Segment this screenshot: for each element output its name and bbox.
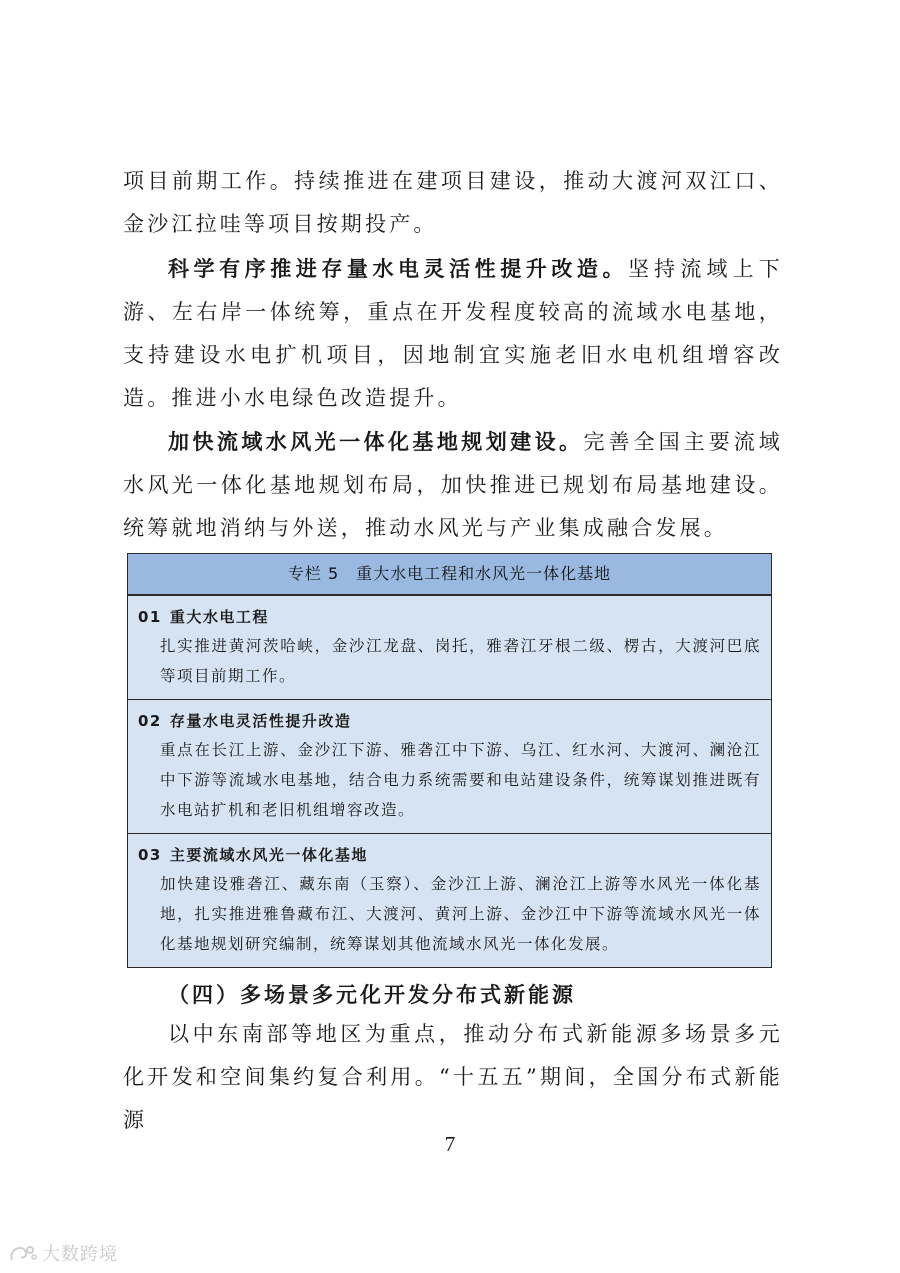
box-item-body: 加快建设雅砻江、藏东南（玉察）、金沙江上游、澜沧江上游等水风光一体化基地，扎实推进雅鲁藏布江、大渡河、黄河上游、金沙江中下游等流域水风光一体化基地规划研究编制，统筹谋划其他流域水风光一体化发展。: [160, 875, 761, 953]
paragraph-hydro-flexibility: [123, 248, 783, 420]
paragraph-distributed-energy: 以中东南部等地区为重点，推动分布式新能源多场景多元化开发和空间集约复合利用。“十五五”期间，全国分布式新能源: [123, 1022, 783, 1132]
paragraph-lead-hydro-flexibility: 科学有序推进存量水电灵活性提升改造。: [168, 257, 629, 281]
box-item-major-hydro: [128, 595, 771, 699]
box-item-flexibility: [128, 699, 771, 833]
box-item-body: 扎实推进黄河茨哈峡，金沙江龙盘、岗托，雅砻江牙根二级、楞古，大渡河巴底等项目前期工作。: [160, 637, 761, 685]
box-item-title: 重大水电工程: [169, 608, 269, 626]
box-item-heading: [138, 603, 761, 631]
paragraph-lead-integrated-base: 加快流域水风光一体化基地规划建设。: [168, 430, 584, 454]
box-item-body: 重点在长江上游、金沙江下游、雅砻江中下游、乌江、红水河、大渡河、澜沧江中下游等流域水电基地，结合电力系统需要和电站建设条件，统筹谋划推进既有水电站扩机和老旧机组增容改造。: [160, 741, 761, 819]
brand-logo-icon: [8, 1242, 38, 1264]
paragraph-integrated-base: [123, 421, 783, 550]
special-column-title: 专栏 5 重大水电工程和水风光一体化基地: [128, 554, 771, 595]
box-item-number: 01: [138, 608, 162, 626]
box-item-number: 03: [138, 846, 162, 864]
special-column-box: [127, 553, 772, 968]
watermark: [8, 1240, 118, 1266]
box-item-heading: [138, 707, 761, 735]
box-item-title: 主要流域水风光一体化基地: [169, 846, 368, 864]
box-item-title: 存量水电灵活性提升改造: [169, 712, 352, 730]
section-heading-distributed: （四）多场景多元化开发分布式新能源: [168, 983, 576, 1007]
box-item-integrated-bases: [128, 833, 771, 967]
page-number: 7: [444, 1132, 456, 1156]
box-item-number: 02: [138, 712, 162, 730]
paragraph-body-integrated-base: 完善全国主要流域水风光一体化基地规划布局，加快推进已规划布局基地建设。统筹就地消纳与外送，推动水风光与产业集成融合发展。: [123, 430, 783, 540]
paragraph-project-work: 项目前期工作。持续推进在建项目建设，推动大渡河双江口、金沙江拉哇等项目按期投产。: [123, 169, 783, 236]
box-item-heading: [138, 841, 761, 869]
watermark-text: 大数跨境: [42, 1244, 118, 1265]
paragraph-body-hydro-flexibility: 坚持流域上下游、左右岸一体统筹，重点在开发程度较高的流域水电基地，支持建设水电扩机项目，因地制宜实施老旧水电机组增容改造。推进小水电绿色改造提升。: [123, 257, 783, 410]
